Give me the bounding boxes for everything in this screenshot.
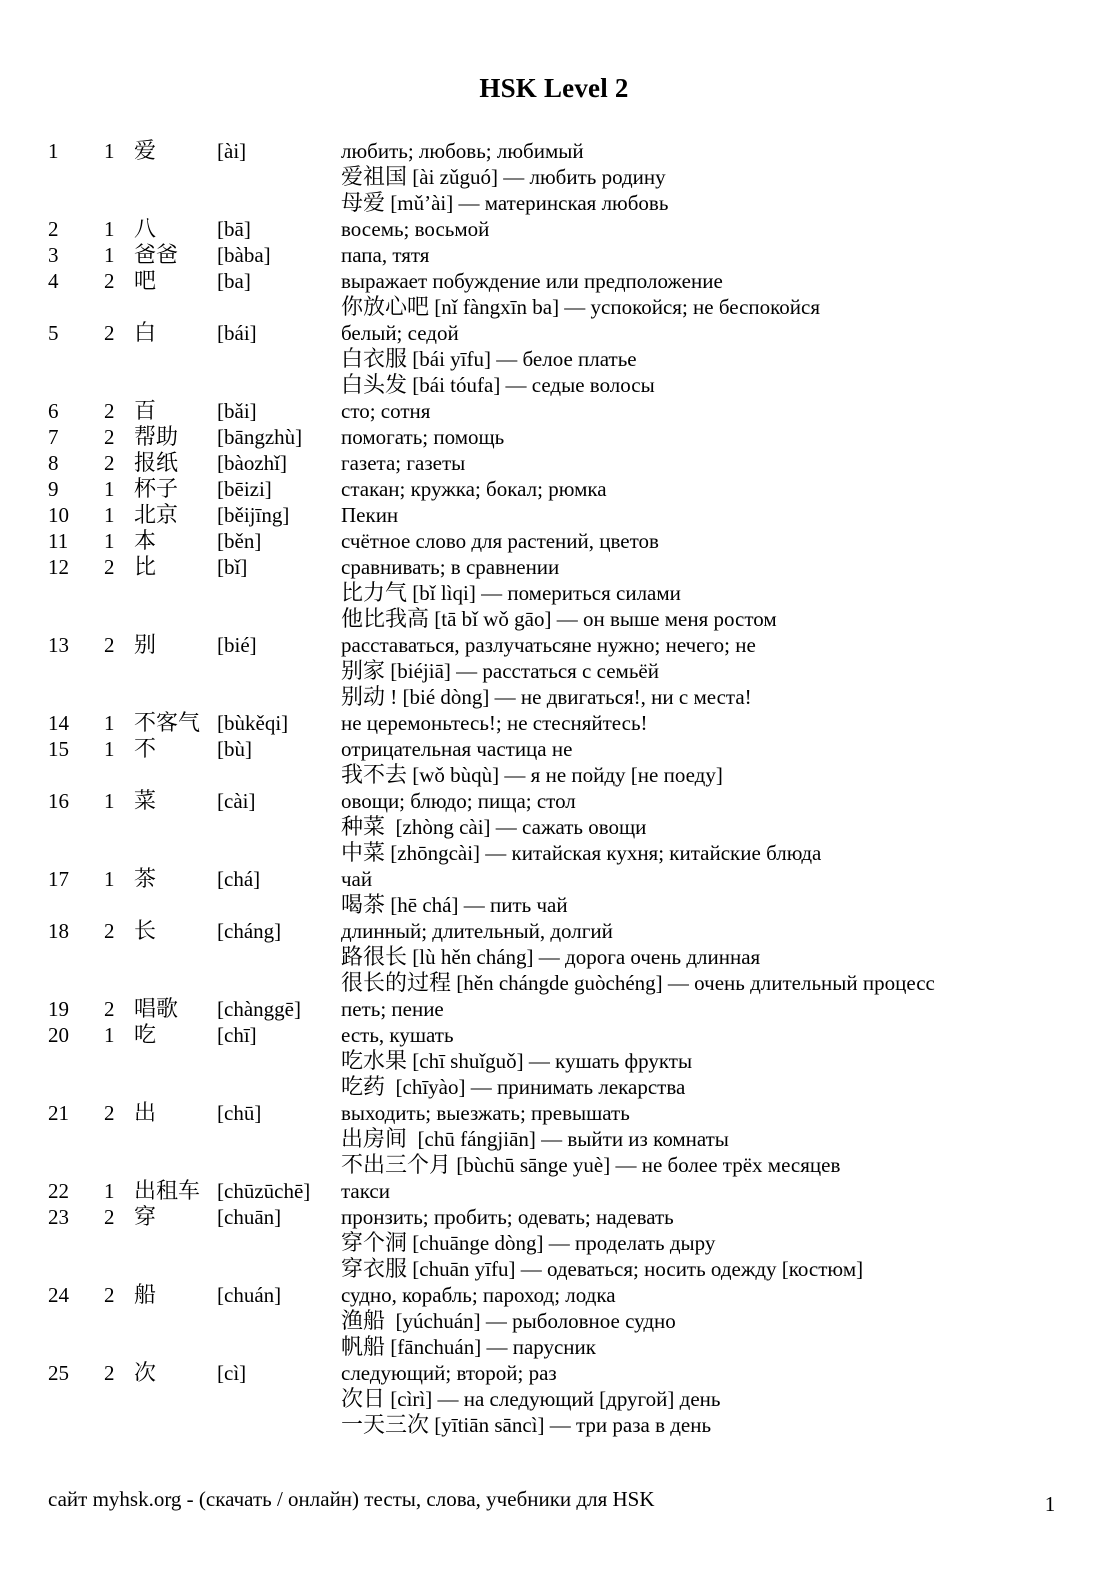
vocabulary-entry-example-row bbox=[0, 1152, 1108, 1178]
entry-pinyin: [chànggē] bbox=[217, 997, 301, 1021]
vocabulary-entry bbox=[0, 632, 1108, 710]
vocabulary-list bbox=[0, 138, 1108, 1438]
entry-hanzi: 唱歌 bbox=[134, 996, 179, 1021]
entry-example bbox=[341, 190, 668, 216]
entry-index: 24 bbox=[48, 1283, 69, 1307]
entry-index: 16 bbox=[48, 789, 69, 813]
entry-definition: пронзить; пробить; одевать; надевать bbox=[341, 1205, 674, 1229]
vocabulary-entry-main-row bbox=[0, 398, 1108, 424]
entry-example bbox=[341, 1126, 729, 1152]
entry-level: 1 bbox=[104, 1023, 115, 1047]
entry-definition: папа, тятя bbox=[341, 243, 430, 267]
entry-example bbox=[341, 1386, 720, 1412]
entry-hanzi: 出 bbox=[134, 1100, 157, 1125]
entry-hanzi: 爸爸 bbox=[134, 242, 179, 267]
entry-example bbox=[341, 1048, 692, 1074]
entry-definition: следующий; второй; раз bbox=[341, 1361, 557, 1385]
entry-example-gloss: [ài zǔguó] — любить родину bbox=[407, 165, 666, 189]
entry-level: 1 bbox=[104, 711, 115, 735]
entry-index: 19 bbox=[48, 997, 69, 1021]
vocabulary-entry-example-row bbox=[0, 944, 1108, 970]
entry-example bbox=[341, 1152, 840, 1178]
entry-level: 2 bbox=[104, 269, 115, 293]
vocabulary-entry-example-row bbox=[0, 1334, 1108, 1360]
entry-index: 10 bbox=[48, 503, 69, 527]
entry-example-gloss: [chū fángjiān] — выйти из комнаты bbox=[407, 1127, 729, 1151]
entry-definition: расставаться, разлучатьсяне нужно; нечего; не bbox=[341, 633, 756, 657]
entry-hanzi: 八 bbox=[134, 216, 157, 241]
entry-level: 1 bbox=[104, 737, 115, 761]
vocabulary-entry-main-row bbox=[0, 554, 1108, 580]
entry-level: 2 bbox=[104, 997, 115, 1021]
entry-definition: отрицательная частица не bbox=[341, 737, 573, 761]
entry-index: 3 bbox=[48, 243, 59, 267]
entry-example-gloss: [bǐ lìqi] — помериться силами bbox=[407, 581, 681, 605]
vocabulary-entry-example-row bbox=[0, 892, 1108, 918]
entry-definition: выражает побуждение или предположение bbox=[341, 269, 723, 293]
entry-example-hanzi: 爱祖国 bbox=[341, 164, 408, 189]
vocabulary-entry-main-row bbox=[0, 632, 1108, 658]
entry-example-gloss: [cìrì] — на следующий [другой] день bbox=[385, 1387, 721, 1411]
entry-hanzi: 白 bbox=[134, 320, 157, 345]
entry-example-gloss: [tā bǐ wǒ gāo] — он выше меня ростом bbox=[429, 607, 777, 631]
entry-pinyin: [bāngzhù] bbox=[217, 425, 303, 449]
entry-definition: длинный; длительный, долгий bbox=[341, 919, 613, 943]
vocabulary-entry-example-row bbox=[0, 762, 1108, 788]
entry-index: 18 bbox=[48, 919, 69, 943]
entry-pinyin: [chī] bbox=[217, 1023, 257, 1047]
entry-example-hanzi: 渔船 bbox=[341, 1308, 386, 1333]
entry-pinyin: [bái] bbox=[217, 321, 257, 345]
entry-example bbox=[341, 1412, 711, 1438]
entry-pinyin: [bàba] bbox=[217, 243, 271, 267]
entry-hanzi: 不客气 bbox=[134, 710, 201, 735]
vocabulary-entry bbox=[0, 918, 1108, 996]
vocabulary-entry-main-row bbox=[0, 424, 1108, 450]
entry-example-gloss: [biéjiā] — расстаться с семьёй bbox=[385, 659, 659, 683]
entry-pinyin: [chūzūchē] bbox=[217, 1179, 311, 1203]
entry-pinyin: [cì] bbox=[217, 1361, 247, 1385]
entry-level: 2 bbox=[104, 1361, 115, 1385]
page-title: HSK Level 2 bbox=[479, 73, 629, 103]
vocabulary-entry-main-row bbox=[0, 788, 1108, 814]
entry-level: 2 bbox=[104, 1205, 115, 1229]
entry-definition: газета; газеты bbox=[341, 451, 466, 475]
entry-example-gloss: ! [bié dòng] — не двигаться!, ни с места! bbox=[385, 685, 752, 709]
entry-level: 1 bbox=[104, 139, 115, 163]
vocabulary-entry bbox=[0, 788, 1108, 866]
vocabulary-entry-example-row bbox=[0, 970, 1108, 996]
entry-example bbox=[341, 944, 760, 970]
entry-level: 1 bbox=[104, 477, 115, 501]
entry-example-hanzi: 中菜 bbox=[341, 840, 386, 865]
entry-hanzi: 北京 bbox=[134, 502, 179, 527]
vocabulary-entry-example-row bbox=[0, 814, 1108, 840]
entry-index: 5 bbox=[48, 321, 59, 345]
vocabulary-entry-main-row bbox=[0, 710, 1108, 736]
vocabulary-entry-main-row bbox=[0, 1100, 1108, 1126]
entry-index: 2 bbox=[48, 217, 59, 241]
vocabulary-entry-main-row bbox=[0, 1204, 1108, 1230]
entry-level: 2 bbox=[104, 425, 115, 449]
entry-example bbox=[341, 658, 659, 684]
entry-hanzi: 比 bbox=[134, 554, 157, 579]
entry-example bbox=[341, 164, 666, 190]
entry-hanzi: 次 bbox=[134, 1360, 157, 1385]
entry-example-hanzi: 喝茶 bbox=[341, 892, 386, 917]
entry-hanzi: 本 bbox=[134, 528, 157, 553]
entry-hanzi: 别 bbox=[134, 632, 157, 657]
entry-example-gloss: [fānchuán] — парусник bbox=[385, 1335, 596, 1359]
entry-index: 23 bbox=[48, 1205, 69, 1229]
vocabulary-entry-main-row bbox=[0, 1178, 1108, 1204]
vocabulary-entry-example-row bbox=[0, 372, 1108, 398]
vocabulary-entry-example-row bbox=[0, 840, 1108, 866]
entry-example-gloss: [bái tóufa] — седые волосы bbox=[407, 373, 655, 397]
entry-example-hanzi: 你放心吧 bbox=[341, 294, 430, 319]
vocabulary-entry-main-row bbox=[0, 242, 1108, 268]
vocabulary-entry-example-row bbox=[0, 164, 1108, 190]
vocabulary-entry bbox=[0, 710, 1108, 736]
entry-level: 1 bbox=[104, 1179, 115, 1203]
entry-example-hanzi: 别动 bbox=[341, 684, 386, 709]
entry-pinyin: [bùkěqi] bbox=[217, 711, 289, 735]
entry-index: 13 bbox=[48, 633, 69, 657]
entry-example-gloss: [yúchuán] — рыболовное судно bbox=[385, 1309, 676, 1333]
entry-hanzi: 报纸 bbox=[134, 450, 179, 475]
entry-example bbox=[341, 1074, 685, 1100]
entry-pinyin: [cài] bbox=[217, 789, 256, 813]
entry-definition: восемь; восьмой bbox=[341, 217, 490, 241]
entry-example-hanzi: 路很长 bbox=[341, 944, 408, 969]
entry-pinyin: [bàozhǐ] bbox=[217, 451, 287, 475]
entry-index: 22 bbox=[48, 1179, 69, 1203]
vocabulary-entry-main-row bbox=[0, 216, 1108, 242]
entry-pinyin: [chū] bbox=[217, 1101, 262, 1125]
entry-level: 1 bbox=[104, 529, 115, 553]
entry-definition: есть, кушать bbox=[341, 1023, 454, 1047]
vocabulary-entry-example-row bbox=[0, 294, 1108, 320]
entry-example-hanzi: 他比我高 bbox=[341, 606, 430, 631]
entry-index: 7 bbox=[48, 425, 59, 449]
entry-pinyin: [bǎi] bbox=[217, 399, 257, 423]
vocabulary-entry-main-row bbox=[0, 528, 1108, 554]
entry-pinyin: [bù] bbox=[217, 737, 252, 761]
vocabulary-entry-example-row bbox=[0, 1126, 1108, 1152]
vocabulary-entry-example-row bbox=[0, 190, 1108, 216]
entry-example-hanzi: 一天三次 bbox=[341, 1412, 430, 1437]
entry-example bbox=[341, 684, 752, 710]
entry-example bbox=[341, 840, 821, 866]
entry-level: 2 bbox=[104, 1283, 115, 1307]
entry-hanzi: 百 bbox=[134, 398, 157, 423]
entry-pinyin: [cháng] bbox=[217, 919, 282, 943]
vocabulary-entry-main-row bbox=[0, 1282, 1108, 1308]
entry-example-hanzi: 出房间 bbox=[341, 1126, 408, 1151]
entry-example-gloss: [chuān yīfu] — одеваться; носить одежду [костюм] bbox=[407, 1257, 864, 1281]
entry-level: 2 bbox=[104, 633, 115, 657]
entry-example-hanzi: 我不去 bbox=[341, 762, 408, 787]
vocabulary-entry-example-row bbox=[0, 1256, 1108, 1282]
entry-example bbox=[341, 294, 820, 320]
entry-example-gloss: [mǔ’ài] — материнская любовь bbox=[385, 191, 669, 215]
vocabulary-entry-main-row bbox=[0, 866, 1108, 892]
entry-definition: счётное слово для растений, цветов bbox=[341, 529, 659, 553]
entry-example-gloss: [hěn chángde guòchéng] — очень длительный процесс bbox=[451, 971, 935, 995]
entry-index: 15 bbox=[48, 737, 69, 761]
entry-level: 2 bbox=[104, 321, 115, 345]
entry-pinyin: [bēizi] bbox=[217, 477, 272, 501]
vocabulary-entry bbox=[0, 866, 1108, 918]
vocabulary-entry-example-row bbox=[0, 580, 1108, 606]
entry-index: 4 bbox=[48, 269, 59, 293]
entry-example bbox=[341, 1256, 863, 1282]
entry-level: 2 bbox=[104, 919, 115, 943]
entry-definition: сравнивать; в сравнении bbox=[341, 555, 560, 579]
entry-definition: судно, корабль; пароход; лодка bbox=[341, 1283, 616, 1307]
vocabulary-entry bbox=[0, 1360, 1108, 1438]
vocabulary-entry-main-row bbox=[0, 138, 1108, 164]
entry-example bbox=[341, 580, 681, 606]
entry-hanzi: 穿 bbox=[134, 1204, 157, 1229]
entry-definition: чай bbox=[341, 867, 373, 891]
entry-example-hanzi: 种菜 bbox=[341, 814, 386, 839]
entry-example bbox=[341, 346, 637, 372]
entry-level: 1 bbox=[104, 867, 115, 891]
entry-pinyin: [chá] bbox=[217, 867, 261, 891]
entry-pinyin: [ba] bbox=[217, 269, 251, 293]
entry-pinyin: [chuān] bbox=[217, 1205, 282, 1229]
vocabulary-entry-main-row bbox=[0, 1022, 1108, 1048]
entry-index: 20 bbox=[48, 1023, 69, 1047]
footer-note: сайт myhsk.org - (скачать / онлайн) тесты, слова, учебники для HSK bbox=[48, 1487, 655, 1511]
vocabulary-entry bbox=[0, 242, 1108, 268]
entry-example-gloss: [hē chá] — пить чай bbox=[385, 893, 568, 917]
entry-example bbox=[341, 762, 723, 788]
entry-example-hanzi: 白头发 bbox=[341, 372, 408, 397]
vocabulary-entry-example-row bbox=[0, 1048, 1108, 1074]
vocabulary-entry bbox=[0, 424, 1108, 450]
vocabulary-entry bbox=[0, 476, 1108, 502]
entry-example bbox=[341, 1334, 596, 1360]
entry-hanzi: 出租车 bbox=[134, 1178, 201, 1203]
entry-example-gloss: [bái yīfu] — белое платье bbox=[407, 347, 637, 371]
entry-example-gloss: [lù hěn cháng] — дорога очень длинная bbox=[407, 945, 761, 969]
vocabulary-entry bbox=[0, 736, 1108, 788]
entry-example bbox=[341, 970, 935, 996]
entry-example-gloss: [chī shuǐguǒ] — кушать фрукты bbox=[407, 1049, 693, 1073]
vocabulary-entry bbox=[0, 528, 1108, 554]
entry-example-gloss: [bùchū sānge yuè] — не более трёх месяцев bbox=[451, 1153, 841, 1177]
vocabulary-entry-example-row bbox=[0, 1230, 1108, 1256]
entry-example bbox=[341, 606, 777, 632]
entry-hanzi: 长 bbox=[134, 918, 157, 943]
vocabulary-entry-example-row bbox=[0, 1386, 1108, 1412]
vocabulary-entry bbox=[0, 268, 1108, 320]
entry-definition: белый; седой bbox=[341, 321, 459, 345]
vocabulary-entry bbox=[0, 450, 1108, 476]
vocabulary-entry-main-row bbox=[0, 736, 1108, 762]
entry-hanzi: 杯子 bbox=[134, 476, 179, 501]
page-number: 1 bbox=[1044, 1492, 1056, 1516]
entry-index: 6 bbox=[48, 399, 59, 423]
entry-definition: не церемоньтесь!; не стесняйтесь! bbox=[341, 711, 648, 735]
vocabulary-entry bbox=[0, 398, 1108, 424]
entry-definition: стакан; кружка; бокал; рюмка bbox=[341, 477, 607, 501]
entry-example bbox=[341, 892, 568, 918]
entry-example-hanzi: 别家 bbox=[341, 658, 386, 683]
entry-example bbox=[341, 1230, 715, 1256]
entry-hanzi: 不 bbox=[134, 736, 157, 761]
entry-level: 2 bbox=[104, 399, 115, 423]
entry-index: 11 bbox=[48, 529, 69, 553]
vocabulary-entry-example-row bbox=[0, 1412, 1108, 1438]
vocabulary-entry-main-row bbox=[0, 918, 1108, 944]
entry-example-gloss: [yītiān sāncì] — три раза в день bbox=[429, 1413, 712, 1437]
entry-example-hanzi: 吃水果 bbox=[341, 1048, 408, 1073]
entry-level: 1 bbox=[104, 503, 115, 527]
vocabulary-entry bbox=[0, 1022, 1108, 1100]
entry-example bbox=[341, 1308, 676, 1334]
entry-index: 17 bbox=[48, 867, 69, 891]
entry-level: 2 bbox=[104, 451, 115, 475]
entry-example-gloss: [chīyào] — принимать лекарства bbox=[385, 1075, 686, 1099]
entry-example-hanzi: 不出三个月 bbox=[341, 1152, 452, 1177]
entry-definition: петь; пение bbox=[341, 997, 444, 1021]
entry-definition: выходить; выезжать; превышать bbox=[341, 1101, 630, 1125]
entry-hanzi: 船 bbox=[134, 1282, 157, 1307]
vocabulary-entry-example-row bbox=[0, 1308, 1108, 1334]
entry-example-hanzi: 母爱 bbox=[341, 190, 386, 215]
entry-hanzi: 吃 bbox=[134, 1022, 157, 1047]
vocabulary-entry-main-row bbox=[0, 1360, 1108, 1386]
vocabulary-entry bbox=[0, 1100, 1108, 1178]
entry-example-hanzi: 穿个洞 bbox=[341, 1230, 408, 1255]
entry-definition: такси bbox=[341, 1179, 390, 1203]
entry-pinyin: [ài] bbox=[217, 139, 247, 163]
entry-definition: сто; сотня bbox=[341, 399, 431, 423]
entry-index: 8 bbox=[48, 451, 59, 475]
entry-pinyin: [bǐ] bbox=[217, 555, 248, 579]
entry-pinyin: [běijīng] bbox=[217, 503, 290, 527]
vocabulary-entry-example-row bbox=[0, 658, 1108, 684]
vocabulary-entry bbox=[0, 1178, 1108, 1204]
entry-level: 2 bbox=[104, 555, 115, 579]
entry-pinyin: [bié] bbox=[217, 633, 257, 657]
entry-example bbox=[341, 372, 655, 398]
vocabulary-entry bbox=[0, 554, 1108, 632]
entry-pinyin: [chuán] bbox=[217, 1283, 282, 1307]
entry-definition: любить; любовь; любимый bbox=[341, 139, 584, 163]
entry-pinyin: [běn] bbox=[217, 529, 262, 553]
vocabulary-entry-example-row bbox=[0, 606, 1108, 632]
entry-example-hanzi: 次日 bbox=[341, 1386, 386, 1411]
entry-example-gloss: [zhòng cài] — сажать овощи bbox=[385, 815, 647, 839]
entry-definition: Пекин bbox=[341, 503, 399, 527]
entry-example-hanzi: 穿衣服 bbox=[341, 1256, 408, 1281]
entry-level: 1 bbox=[104, 243, 115, 267]
vocabulary-entry-main-row bbox=[0, 502, 1108, 528]
entry-hanzi: 帮助 bbox=[134, 424, 179, 449]
vocabulary-entry bbox=[0, 1204, 1108, 1282]
entry-index: 25 bbox=[48, 1361, 69, 1385]
vocabulary-entry bbox=[0, 138, 1108, 216]
entry-example-gloss: [wǒ bùqù] — я не пойду [не поеду] bbox=[407, 763, 723, 787]
vocabulary-entry-main-row bbox=[0, 450, 1108, 476]
entry-hanzi: 菜 bbox=[134, 788, 157, 813]
vocabulary-entry-main-row bbox=[0, 320, 1108, 346]
entry-example-gloss: [nǐ fàngxīn ba] — успокойся; не беспокойся bbox=[429, 295, 821, 319]
entry-hanzi: 吧 bbox=[134, 268, 157, 293]
entry-level: 1 bbox=[104, 789, 115, 813]
entry-definition: помогать; помощь bbox=[341, 425, 505, 449]
entry-hanzi: 爱 bbox=[134, 138, 157, 163]
vocabulary-entry bbox=[0, 216, 1108, 242]
entry-level: 2 bbox=[104, 1101, 115, 1125]
entry-index: 1 bbox=[48, 139, 59, 163]
entry-index: 21 bbox=[48, 1101, 69, 1125]
entry-example-hanzi: 很长的过程 bbox=[341, 970, 452, 995]
entry-example-hanzi: 帆船 bbox=[341, 1334, 386, 1359]
vocabulary-entry bbox=[0, 996, 1108, 1022]
vocabulary-entry bbox=[0, 320, 1108, 398]
vocabulary-entry-main-row bbox=[0, 476, 1108, 502]
vocabulary-entry-example-row bbox=[0, 684, 1108, 710]
entry-example bbox=[341, 814, 646, 840]
entry-index: 14 bbox=[48, 711, 69, 735]
entry-example-hanzi: 白衣服 bbox=[341, 346, 408, 371]
vocabulary-entry bbox=[0, 502, 1108, 528]
entry-pinyin: [bā] bbox=[217, 217, 251, 241]
entry-level: 1 bbox=[104, 217, 115, 241]
vocabulary-entry bbox=[0, 1282, 1108, 1360]
vocabulary-entry-example-row bbox=[0, 346, 1108, 372]
vocabulary-entry-main-row bbox=[0, 996, 1108, 1022]
vocabulary-entry-example-row bbox=[0, 1074, 1108, 1100]
vocabulary-entry-main-row bbox=[0, 268, 1108, 294]
entry-hanzi: 茶 bbox=[134, 866, 157, 891]
entry-example-gloss: [zhōngcài] — китайская кухня; китайские блюда bbox=[385, 841, 822, 865]
entry-index: 12 bbox=[48, 555, 69, 579]
entry-index: 9 bbox=[48, 477, 59, 501]
entry-example-hanzi: 比力气 bbox=[341, 580, 408, 605]
entry-example-gloss: [chuānge dòng] — проделать дыру bbox=[407, 1231, 716, 1255]
entry-example-hanzi: 吃药 bbox=[341, 1074, 386, 1099]
entry-definition: овощи; блюдо; пища; стол bbox=[341, 789, 576, 813]
